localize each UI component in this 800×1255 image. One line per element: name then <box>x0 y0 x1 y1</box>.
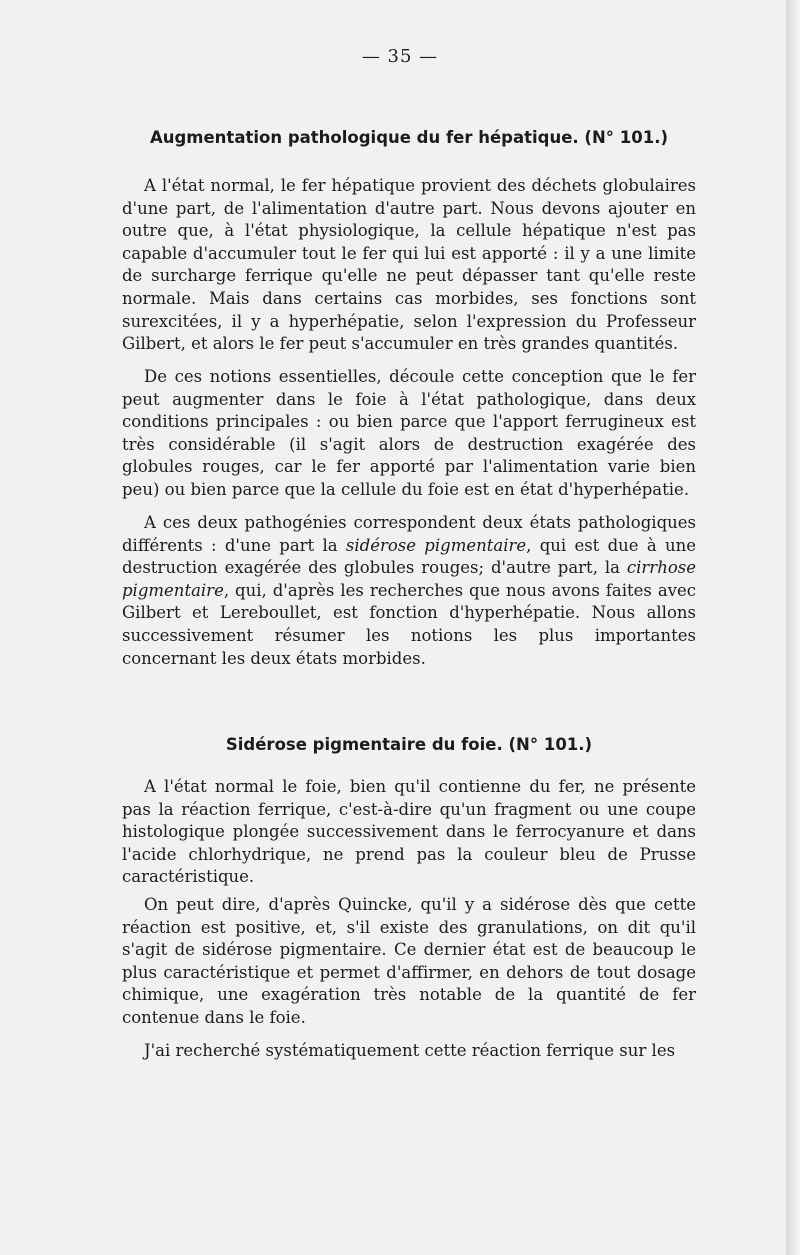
paragraph-text: , qui, d'après les recherches que nous avons faites avec Gilbert et Lereboullet, est fonction d'hyperhépatie. Nous allons successivement résumer les notions les plus importantes concernant les deux états morbides. <box>122 580 696 668</box>
paragraph: On peut dire, d'après Quincke, qu'il y a sidérose dès que cette réaction est positive, et, s'il existe des granulations, on dit qu'il s'agit de sidérose pigmentaire. Ce dernier état est de beaucoup le plus caractéristique et permet d'affirmer, en dehors de tout dosage chimique, une exagération très notable de la quantité de fer contenue dans le foie. <box>122 895 696 1027</box>
page-edge-shadow <box>786 0 800 1255</box>
paragraph: A l'état normal, le fer hépatique provient des déchets globulaires d'une part, de l'alimentation d'autre part. Nous devons ajouter en outre que, à l'état physiologique, la cellule hépatique n'est pas capable d'accumuler tout le fer qui lui est apporté : il y a une limite de surcharge ferrique qu'elle ne peut dépasser tant qu'elle reste normale. Mais dans certains cas morbides, ses fonctions sont surexcitées, il y a hyperhépatie, selon l'expression du Professeur Gilbert, et alors le fer peut s'accumuler en très grandes quantités. <box>122 176 696 354</box>
section-heading: Sidérose pigmentaire du foie. (N° 101.) <box>225 735 593 754</box>
italic-term: sidérose pigmentaire <box>345 535 527 555</box>
paragraph <box>122 512 696 670</box>
paragraph: A l'état normal le foie, bien qu'il contienne du fer, ne présente pas la réaction ferrique, c'est-à-dire qu'un fragment ou une coupe histologique plongée successivement dans le ferrocyanure et dans l'acide chlorhydrique, ne prend pas la couleur bleu de Prusse caractéristique. <box>122 777 696 887</box>
paragraph: De ces notions essentielles, découle cette conception que le fer peut augmenter dans le foie à l'état pathologique, dans deux conditions principales : ou bien parce que l'apport ferrugineux est très considérable (il s'agit alors de destruction exagérée des globules rouges, car le fer apporté par l'alimentation varie bien peu) ou bien parce que la cellule du foie est en état d'hyperhépatie. <box>122 367 696 499</box>
italic-term: cirrhose pigmentaire <box>122 558 696 600</box>
page-number: — 35 — <box>361 46 439 67</box>
paragraph-text: , qui est due à une destruction exagérée des globules rouges; d'autre part, la <box>122 535 697 578</box>
paragraph-text: A ces deux pathogénies correspondent deux états pathologiques différents : d'une part la <box>122 513 696 555</box>
section-heading: Augmentation pathologique du fer hépatique. (N° 101.) <box>149 128 669 147</box>
paragraph: J'ai recherché systématiquement cette réaction ferrique sur les <box>144 1041 676 1060</box>
